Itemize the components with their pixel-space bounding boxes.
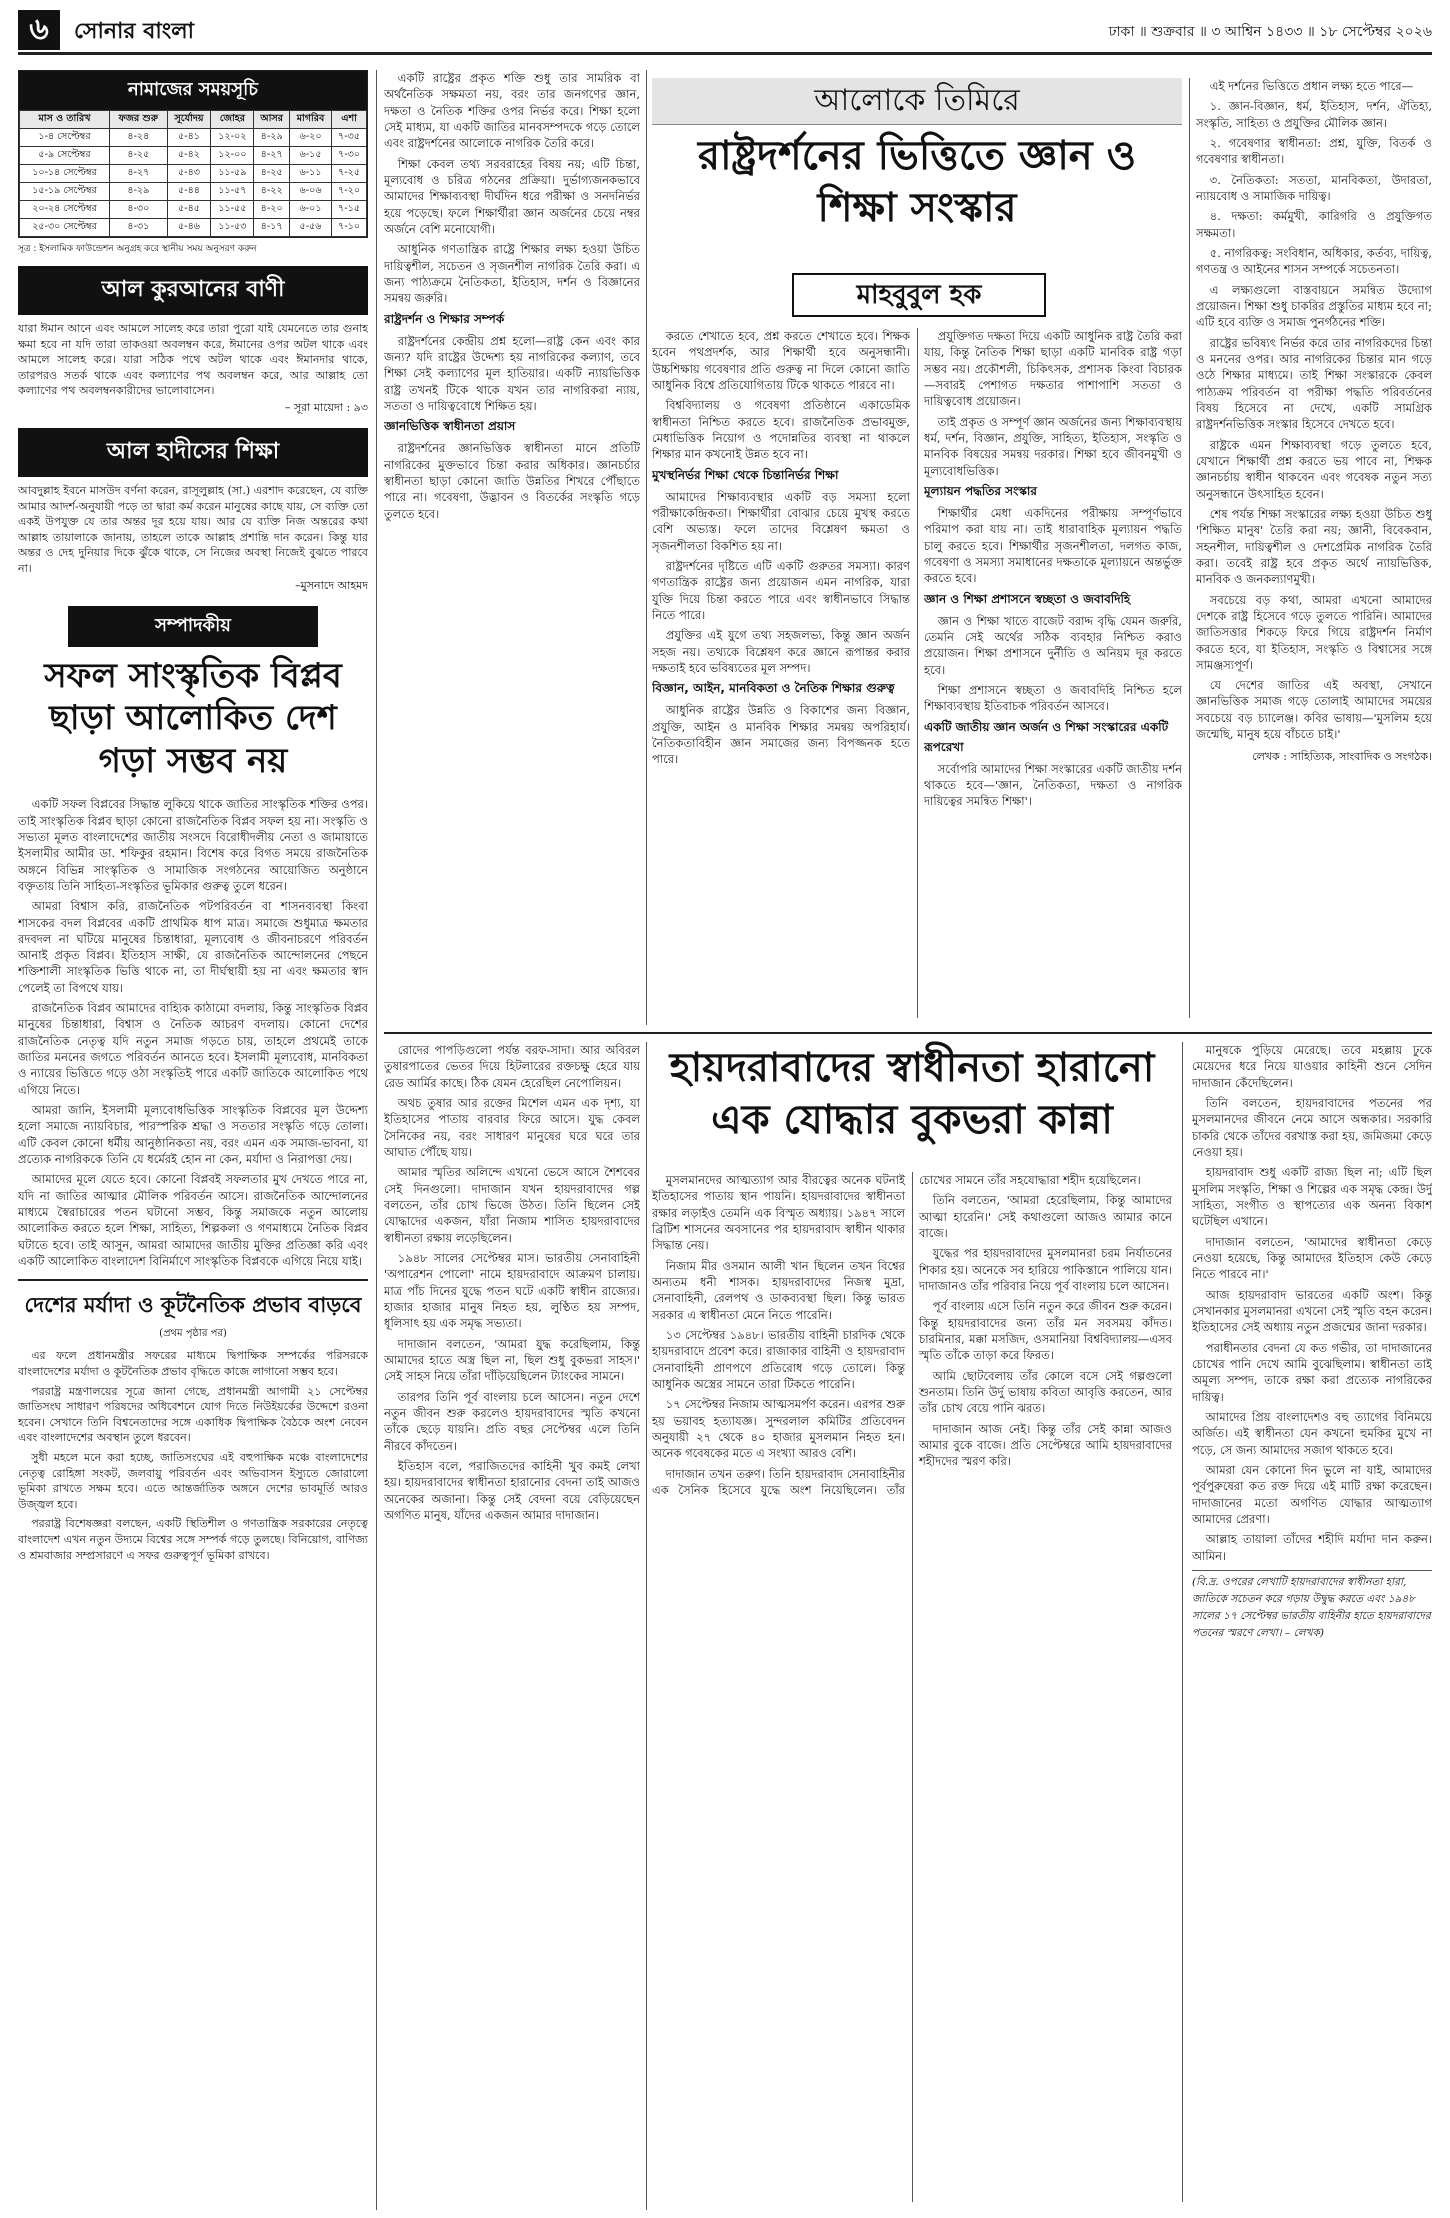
prayer-header-cell: মাগরিব — [290, 111, 332, 129]
feature1-paragraph: রাষ্ট্রের ভবিষ্যৎ নির্ভর করে তার নাগরিকদের চিন্তা ও মননের ওপর। আর নাগরিকের চিন্তার মান গড়ে ওঠে শিক্ষার মাধ্যমে। তাই শিক্ষা সংস্কারকে কেবল পাঠ্যক্রম পরিবর্তন বা পরীক্ষা পদ্ধতি পরিবর্তনের বিষয় হিসেবে না দেখে, একটি সামগ্রিক রাষ্ট্রদর্শনভিত্তিক সংস্কার হিসেবে দেখতে হবে। — [1196, 335, 1432, 432]
prayer-cell: ৪-২৭ — [254, 147, 290, 165]
feature1-paragraph: আমাদের শিক্ষাব্যবস্থার একটি বড় সমস্যা হলো পরীক্ষাকেন্দ্রিকতা। শিক্ষার্থীরা বোঝার চেয়ে মুখস্থ করতে বেশি অভ্যস্ত। ফলে তাদের বিশ্লেষণ ক্ষমতা ও সৃজনশীলতা বিকশিত হয় না। — [652, 489, 910, 553]
editorial-label: সম্পাদকীয় — [68, 606, 318, 647]
upper-middle-paragraph: রাষ্ট্রদর্শনের জ্ঞানভিত্তিক স্বাধীনতা মানে প্রতিটি নাগরিকের মুক্তভাবে চিন্তা করার অধিকার। জ্ঞানচর্চার স্বাধীনতা ছাড়া কোনো জাতি উন্নতির শিখরে পৌঁছাতে পারে না। গবেষণা, উদ্ভাবন ও বিতর্কের সংস্কৃতি গড়ে তুলতে হবে। — [384, 441, 640, 521]
lower-middle-paragraph: ১৯৪৮ সালের সেপ্টেম্বর মাস। ভারতীয় সেনাবাহিনী 'অপারেশন পোলো' নামে হায়দরাবাদে আক্রমণ চালায়। মাত্র পাঁচ দিনের যুদ্ধে পতন ঘটে একটি স্বাধীন রাজ্যের। হাজার হাজার মানুষ নিহত হয়, লুণ্ঠিত হয় সম্পদ, ধূলিসাৎ হয় এক সমৃদ্ধ সভ্যতা। — [384, 1250, 640, 1331]
prayer-row — [20, 165, 367, 183]
quran-ref: – সূরা মায়েদা : ৯৩ — [284, 401, 368, 415]
feature2-paragraph: দাদাজান আজ নেই। কিন্তু তাঁর সেই কান্না আজও আমার বুকে বাজে। প্রতি সেপ্টেম্বরে আমি হায়দরাবাদের শহীদদের স্মরণ করি। — [919, 1421, 1172, 1469]
feature2-paragraph: মুসলমানদের আত্মত্যাগ আর বীরত্বের অনেক ঘটনাই ইতিহাসের পাতায় স্থান পায়নি। হায়দরাবাদের স্বাধীনতা রক্ষার লড়াইও তেমনি এক বিস্মৃত অধ্যায়। ১৯৪৭ সালে ব্রিটিশ শাসনের অবসানের পর হায়দরাবাদ স্বাধীন থাকার সিদ্ধান্ত নেয়। — [652, 1173, 905, 1253]
prayer-cell: ৪-২০ — [254, 201, 290, 219]
feature2-paragraph: পূর্ব বাংলায় এসে তিনি নতুন করে জীবন শুরু করেন। কিন্তু হায়দরাবাদের জন্য তাঁর মন সবসময় কাঁদত। চারমিনার, মক্কা মসজিদ, ওসমানিয়া বিশ্ববিদ্যালয়—এসব স্মৃতি তাঁকে তাড়া করে ফিরত। — [919, 1299, 1172, 1363]
masthead — [18, 10, 1432, 54]
editorial-paragraph: আমরা বিশ্বাস করি, রাজনৈতিক পটপরিবর্তন বা শাসনব্যবস্থা কিংবা শাসকের বদল বিপ্লবের একটি প্রাথমিক ধাপ মাত্র। সমাজে শুধুমাত্র ক্ষমতার রদবদল না ঘটিয়ে মানুষের চিন্তাধারা, মূল্যবোধ ও জীবনাচরণে পরিবর্তন আনাই প্রকৃত বিপ্লব। ইতিহাস সাক্ষী, যে রাজনৈতিক আন্দোলনের পেছনে শক্তিশালী সাংস্কৃতিক ভিত্তি থাকে না, তা দীর্ঘস্থায়ী হয় না এবং ক্ষমতার স্বাদ পেলেই তা বিপথে যায়। — [18, 899, 368, 995]
prayer-cell: ৪-২৯ — [110, 183, 168, 201]
column-divider — [917, 328, 918, 1018]
prayer-cell: ৫-৪৩ — [167, 165, 211, 183]
upper-middle-body — [384, 70, 640, 522]
feature1-paragraph: ৩. নৈতিকতা: সততা, মানবিকতা, উদারতা, ন্যায়বোধ ও সামাজিক দায়িত্ব। — [1196, 172, 1432, 203]
feature1-headline: রাষ্ট্রদর্শনের ভিত্তিতে জ্ঞান ও শিক্ষা সংস্কার — [697, 133, 1137, 231]
column-divider — [376, 70, 377, 2210]
prayer-cell: ৪-২৭ — [110, 165, 168, 183]
feature1-author-note: লেখক : সাহিত্যিক, সাংবাদিক ও সংগঠক। — [1252, 750, 1432, 764]
upper-middle-paragraph: আধুনিক গণতান্ত্রিক রাষ্ট্রে শিক্ষার লক্ষ্য হওয়া উচিত দায়িত্বশীল, সচেতন ও সৃজনশীল নাগরিক তৈরি করা। এ জন্য পাঠ্যক্রমে নৈতিকতা, ইতিহাস, দর্শন ও বিজ্ঞানের সমন্বয় জরুরি। — [384, 242, 640, 306]
feature1-paragraph: ৪. দক্ষতা: কর্মমুখী, কারিগরি ও প্রযুক্তিগত সক্ষমতা। — [1196, 209, 1432, 240]
prayer-cell: ৬-১৫ — [290, 147, 332, 165]
feature1-paragraph: শিক্ষা প্রশাসনে স্বচ্ছতা ও জবাবদিহি নিশ্চিত হলে শিক্ষাব্যবস্থায় ইতিবাচক পরিবর্তন আসবে। — [924, 682, 1182, 714]
prayer-cell: ১১-৫৭ — [211, 183, 254, 201]
feature2-paragraph: আমি ছোটবেলায় তাঁর কোলে বসে সেই গল্পগুলো শুনতাম। তিনি উর্দু ভাষায় কবিতা আবৃত্তি করতেন, আর তাঁর চোখ বেয়ে পানি ঝরত। — [919, 1368, 1172, 1416]
prayer-header-cell: সূর্যোদয় — [167, 111, 211, 129]
prayer-cell: ৪-২৯ — [254, 129, 290, 147]
upper-middle-paragraph: শিক্ষা কেবল তথ্য সরবরাহের বিষয় নয়; এটি চিন্তা, মূল্যবোধ ও চরিত্র গঠনের প্রক্রিয়া। দুর্ভাগ্যজনকভাবে আমাদের শিক্ষাব্যবস্থা দীর্ঘদিন ধরে পরীক্ষা ও সনদনির্ভর হয়ে পড়েছে। ফলে শিক্ষার্থীরা জ্ঞান অর্জনের চেয়ে নম্বর অর্জনে বেশি মনোযোগী। — [384, 156, 640, 236]
prayer-cell: ৫-৪২ — [167, 147, 211, 165]
feature1-paragraph: ১. জ্ঞান-বিজ্ঞান, ধর্ম, ইতিহাস, দর্শন, ঐতিহ্য, সংস্কৃতি, সাহিত্য ও প্রযুক্তির মৌলিক জ্ঞান। — [1196, 99, 1432, 130]
feature2 — [652, 1042, 1432, 2210]
lower-middle-paragraph: রোদের পাপড়িগুলো পর্যন্ত বরফ-সাদা। আর অবিরল তুষারপাতের ভেতর দিয়ে হিটলারের রক্তচক্ষু হেরে যায় রেড আর্মির কাছে। ঠিক যেমন হেরেছিল নেপোলিয়ন। — [384, 1043, 640, 1090]
feature2-paragraph: মানুষকে পুড়িয়ে মেরেছে। তবে মহল্লায় ঢুকে মেয়েদের ধরে নিয়ে যাওয়ার কাহিনী শুনে সেদিন দাদাজান কেঁদেছিলেন। — [1192, 1043, 1432, 1090]
prayer-cell: ৬-০৬ — [290, 183, 332, 201]
feature1-col1 — [652, 328, 910, 1018]
feature2-paragraph: তিনি বলতেন, হায়দরাবাদের পতনের পর মুসলমানদের জীবনে নেমে আসে অন্ধকার। সরকারি চাকরি থেকে তাঁদের বরখাস্ত করা হয়, জমিজমা কেড়ে নেওয়া হয়। — [1192, 1095, 1432, 1159]
subheading: জ্ঞানভিত্তিক স্বাধীনতা প্রয়াস — [384, 419, 516, 434]
column-divider — [646, 70, 647, 1025]
prayer-cell: ৪-২৫ — [110, 147, 168, 165]
feature1 — [652, 78, 1432, 1028]
feature1-paragraph: সবচেয়ে বড় কথা, আমরা এখনো আমাদের দেশকে রাষ্ট্র হিসেবে গড়ে তুলতে পারিনি। আমাদের জাতিসত্তার শিকড়ে ফিরে গিয়ে রাষ্ট্রদর্শন নির্মাণ করতে হবে, যা ইতিহাস, সংস্কৃতি ও বিশ্বাসের সঙ্গে সামঞ্জস্যপূর্ণ। — [1196, 592, 1432, 672]
feature1-paragraph: জ্ঞান ও শিক্ষা খাতে বাজেট বরাদ্দ বৃদ্ধি যেমন জরুরি, তেমনি সেই অর্থের সঠিক ব্যবহার নিশ্চিত করাও প্রয়োজন। শিক্ষা প্রশাসনে দুর্নীতি ও অনিয়ম দূর করতে হবে। — [924, 613, 1182, 677]
feature2-paragraph: ১৩ সেপ্টেম্বর ১৯৪৮। ভারতীয় বাহিনী চারদিক থেকে হায়দরাবাদে প্রবেশ করে। রাজাকার বাহিনী ও হায়দরাবাদ সেনাবাহিনী প্রাণপণে প্রতিরোধ গড়ে তোলে। কিন্তু আধুনিক অস্ত্রের সামনে তারা টিকতে পারেনি। — [652, 1327, 905, 1391]
lower-middle-column — [384, 1042, 640, 2210]
diplomacy-paragraph: সুধী মহলে মনে করা হচ্ছে, জাতিসংঘের এই বহুপাক্ষিক মঞ্চে বাংলাদেশের নেতৃত্ব রোহিঙ্গা সংকট, জলবায়ু পরিবর্তন এবং অভিবাসন ইস্যুতে জোরালো ভূমিকা রাখতে সক্ষম হবে। এতে আন্তর্জাতিক অঙ্গনে দেশের ভাবমূর্তি আরও উজ্জ্বল হবে। — [18, 1451, 368, 1511]
prayer-cell: ৫-৪৬ — [167, 219, 211, 237]
prayer-row — [20, 129, 367, 147]
diplomacy-headline: দেশের মর্যাদা ও কূটনৈতিক প্রভাব বাড়বে — [24, 1293, 362, 1318]
prayer-cell: ১-৪ সেপ্টেম্বর — [20, 129, 110, 147]
prayer-cell: ১২-০২ — [211, 129, 254, 147]
masthead-rule — [18, 52, 1432, 55]
feature1-byline: মাহবুবুল হক — [792, 273, 1046, 317]
lower-middle-paragraph: অথচ তুষার আর রক্তের মিশেল এমন এক দৃশ্য, যা ইতিহাসের পাতায় বারবার ফিরে আসে। যুদ্ধ কেবল সৈনিকের নয়, বরং সাধারণ মানুষের ঘরে ঘরে তার আঘাত পৌঁছে যায়। — [384, 1095, 640, 1159]
prayer-header-cell: আসর — [254, 111, 290, 129]
prayer-cell: ৫-৯ সেপ্টেম্বর — [20, 147, 110, 165]
lower-middle-body — [384, 1042, 640, 1523]
feature2-col2 — [1192, 1042, 1432, 2202]
prayer-source: সূত্র : ইসলামিক ফাউন্ডেশন অনুগ্রহ করে স্থানীয় সময় অনুসরণ করুন — [18, 244, 257, 254]
prayer-cell: ১১-৫৩ — [211, 219, 254, 237]
feature1-paragraph: শিক্ষার্থীর মেধা একদিনের পরীক্ষায় সম্পূর্ণভাবে পরিমাপ করা যায় না। তাই ধারাবাহিক মূল্যায়ন পদ্ধতি চালু করতে হবে। শিক্ষার্থীর সৃজনশীলতা, দলগত কাজ, গবেষণা ও সমস্যা সমাধানের দক্ষতাকে মূল্যায়নে অন্তর্ভুক্ত করতে হবে। — [924, 505, 1182, 586]
diplomacy-paragraph: পররাষ্ট্র মন্ত্রণালয়ের সূত্রে জানা গেছে, প্রধানমন্ত্রী আগামী ২১ সেপ্টেম্বর জাতিসংঘ সাধারণ পরিষদের অধিবেশনে যোগ দিতে নিউইয়র্কের উদ্দেশে রওনা হবেন। সেখানে তিনি বিশ্বনেতাদের সঙ্গে একাধিক দ্বিপাক্ষিক বৈঠকে অংশ নেবেন এবং বাংলাদেশের অবস্থান তুলে ধরবেন। — [18, 1384, 368, 1445]
prayer-title: নামাজের সময়সূচি — [19, 71, 367, 110]
feature1-paragraph: আধুনিক রাষ্ট্রের উন্নতি ও বিকাশের জন্য বিজ্ঞান, প্রযুক্তি, আইন ও মানবিক শিক্ষার সমন্বয় অপরিহার্য। নৈতিকতাবিহীন জ্ঞান সমাজের জন্য বিপজ্জনক হতে পারে। — [652, 703, 910, 767]
prayer-cell: ৪-৩০ — [110, 201, 168, 219]
lower-middle-paragraph: আমার স্মৃতির অলিন্দে এখনো ভেসে আসে শৈশবের সেই দিনগুলো। দাদাজান যখন হায়দরাবাদের গল্প বলতেন, তাঁর চোখ ভিজে উঠত। তিনি ছিলেন সেই যোদ্ধাদের একজন, যাঁরা নিজাম শাসিত হায়দরাবাদের স্বাধীনতা রক্ষায় লড়েছিলেন। — [384, 1165, 640, 1245]
prayer-cell: ৫-৪৪ — [167, 183, 211, 201]
prayer-row — [20, 219, 367, 237]
feature2-paragraph: দাদাজান বলতেন, 'আমাদের স্বাধীনতা কেড়ে নেওয়া হয়েছে, কিন্তু আমাদের ইতিহাস কেউ কেড়ে নিতে পারবে না।' — [1192, 1234, 1432, 1282]
prayer-cell: ৬-০১ — [290, 201, 332, 219]
prayer-cell: ৭-২০ — [332, 183, 367, 201]
diplomacy-paragraph: এর ফলে প্রধানমন্ত্রীর সফরের মাধ্যমে দ্বিপাক্ষিক সম্পর্কের পরিসরকে বাংলাদেশের মর্যাদা ও কূটনৈতিক প্রভাব বৃদ্ধিতে কাজে লাগানো সম্ভব হবে। — [18, 1349, 368, 1378]
column-divider — [1189, 78, 1190, 1018]
editorial-paragraph: আমাদের মূলে যেতে হবে। কোনো বিপ্লবই সফলতার মুখ দেখতে পারে না, যদি না জাতির আত্মার মৌলিক পরিবর্তন আসে। রাজনৈতিক আন্দোলনের মাধ্যমে স্বৈরাচারের পতন ঘটানো সম্ভব, কিন্তু সমাজকে নতুন আলোয় আলোকিত করতে হলে শিক্ষা, সাহিত্য, শিল্পকলা ও গণমাধ্যমে নৈতিক বিপ্লব ঘটাতে হবে। তাই আসুন, আমরা আমাদের জাতীয় মুক্তির প্রতিজ্ঞা করি এবং একটি আলোকিত বাংলাদেশ বিনির্মাণে সাংস্কৃতিক বিপ্লবকে এগিয়ে নিয়ে যাই। — [18, 1172, 368, 1269]
feature1-paragraph: বিশ্ববিদ্যালয় ও গবেষণা প্রতিষ্ঠানে একাডেমিক স্বাধীনতা নিশ্চিত করতে হবে। রাজনৈতিক প্রভাবমুক্ত, মেধাভিত্তিক নিয়োগ ও পদোন্নতির ব্যবস্থা না থাকলে শিক্ষার মান কখনোই উন্নত হবে না। — [652, 398, 910, 462]
feature1-paragraph: ২. গবেষণার স্বাধীনতা: প্রশ্ন, যুক্তি, বিতর্ক ও গবেষণার স্বাধীনতা। — [1196, 135, 1432, 167]
prayer-cell: ৪-১৭ — [254, 219, 290, 237]
prayer-cell: ৪-২৫ — [254, 165, 290, 183]
left-column — [18, 70, 368, 2210]
prayer-cell: ৫-৪১ — [167, 129, 211, 147]
prayer-cell: ২০-২৪ সেপ্টেম্বর — [20, 201, 110, 219]
prayer-cell: ৭-১০ — [332, 219, 367, 237]
prayer-header-row — [20, 111, 367, 129]
hadith-ref: –মুসনাদে আহমদ — [295, 578, 368, 592]
subheading: রাষ্ট্রদর্শন ও শিক্ষার সম্পর্ক — [384, 311, 505, 326]
prayer-cell: ৭-২৫ — [332, 165, 367, 183]
feature1-paragraph: সর্বোপরি আমাদের শিক্ষা সংস্কারের একটি জাতীয় দর্শন থাকতে হবে—'জ্ঞান, নৈতিকতা, দক্ষতা ও নাগরিক দায়িত্বের সমন্বিত শিক্ষা'। — [924, 761, 1182, 809]
upper-middle-column — [384, 70, 640, 1025]
prayer-cell: ৪-৩১ — [110, 219, 168, 237]
editorial-paragraph: রাজনৈতিক বিপ্লব আমাদের বাহ্যিক কাঠামো বদলায়, কিন্তু সাংস্কৃতিক বিপ্লব মানুষের চিন্তাধারা, বিশ্বাস ও নৈতিক আচরণ বদলায়। কোনো দেশের রাজনৈতিক নেতৃত্ব যদি নতুন সমাজ গড়তে চায়, তাহলে প্রথমেই তাকে জাতির মননের জগতে পরিবর্তন আনতে হবে। ইসলামী মূল্যবোধ, মানবিকতা ও ন্যায়ের ভিত্তিতে গড়ে ওঠা সংস্কৃতিই পারে একটি জাতিকে আলোকিত পথে এগিয়ে নিতে। — [18, 1001, 368, 1097]
dateline: ঢাকা ॥ শুক্রবার ॥ ৩ আশ্বিন ১৪৩৩ ॥ ১৮ সেপ্টেম্বর ২০২৬ — [1108, 24, 1432, 40]
prayer-row — [20, 183, 367, 201]
feature1-kicker: আলোকে তিমিরে — [814, 83, 1020, 118]
column-divider — [1182, 1042, 1183, 2202]
subheading: বিজ্ঞান, আইন, মানবিকতা ও নৈতিক শিক্ষার গুরুত্ব — [652, 681, 895, 696]
quran-title: আল কুরআনের বাণী — [18, 266, 368, 315]
editorial-paragraph: আমরা জানি, ইসলামী মূল্যবোধভিত্তিক সাংস্কৃতিক বিপ্লবের মূল উদ্দেশ্য হলো সমাজে ন্যায়বিচার, পারস্পরিক শ্রদ্ধা ও সততার সংস্কৃতি গড়ে তোলা। এটি কেবল কোনো ধর্মীয় আনুষ্ঠানিকতা নয়, বরং এমন এক সমাজ-ভাবনা, যা প্রত্যেক নাগরিককে তিনি যে ধর্মেরই হোন না কেন, মর্যাদা ও নিরাপত্তা দেয়। — [18, 1103, 368, 1167]
editorial-headline: সফল সাংস্কৃতিক বিপ্লব ছাড়া আলোকিত দেশ গড়া সম্ভব নয় — [44, 655, 342, 781]
feature1-paragraph: প্রযুক্তিগত দক্ষতা দিয়ে একটি আধুনিক রাষ্ট্র তৈরি করা যায়, কিন্তু নৈতিক শিক্ষা ছাড়া একটি মানবিক রাষ্ট্র গড়া সম্ভব নয়। প্রকৌশলী, চিকিৎসক, প্রশাসক কিংবা বিচারক—সবারই পেশাগত দক্ষতার পাশাপাশি সততা ও দায়িত্ববোধ প্রয়োজন। — [924, 329, 1182, 409]
column-divider — [646, 1042, 647, 2210]
feature1-paragraph: রাষ্ট্রদর্শনের দৃষ্টিতে এটি একটি গুরুতর সমস্যা। কারণ গণতান্ত্রিক রাষ্ট্রের জন্য প্রয়োজন এমন নাগরিক, যারা যুক্তি দিয়ে চিন্তা করতে পারে এবং স্বাধীনভাবে সিদ্ধান্ত নিতে পারে। — [652, 558, 910, 622]
prayer-header-cell: ফজর শুরু — [110, 111, 168, 129]
feature1-paragraph: শেষ পর্যন্ত শিক্ষা সংস্কারের লক্ষ্য হওয়া উচিত শুধু 'শিক্ষিত মানুষ' তৈরি করা নয়; জ্ঞানী, বিবেকবান, সহনশীল, দায়িত্বশীল ও দেশপ্রেমিক নাগরিক তৈরি করা। তবেই রাষ্ট্র হবে প্রকৃত অর্থে ন্যায়ভিত্তিক, মানবিক ও জনকল্যাণমুখী। — [1196, 506, 1432, 587]
prayer-cell: ১৫-১৯ সেপ্টেম্বর — [20, 183, 110, 201]
prayer-cell: ৭-৩৫ — [332, 129, 367, 147]
feature1-paragraph: করতে শেখাতে হবে, প্রশ্ন করতে শেখাতে হবে। শিক্ষক হবেন পথপ্রদর্শক, আর শিক্ষার্থী হবে অনুসন্ধানী। উচ্চশিক্ষায় গবেষণার প্রতি গুরুত্ব না দিলে কোনো জাতি আধুনিক বিশ্বে প্রতিযোগিতায় টিকে থাকতে পারবে না। — [652, 329, 910, 392]
feature2-paragraph: নিজাম মীর ওসমান আলী খান ছিলেন তখন বিশ্বের অন্যতম ধনী শাসক। হায়দরাবাদের নিজস্ব মুদ্রা, সেনাবাহিনী, রেলপথ ও ডাকব্যবস্থা ছিল। কিন্তু ভারত সরকার এ স্বাধীনতা মেনে নিতে পারেনি। — [652, 1258, 905, 1322]
prayer-cell: ৪-২৪ — [110, 129, 168, 147]
subheading: জ্ঞান ও শিক্ষা প্রশাসনে স্বচ্ছতা ও জবাবদিহি — [924, 591, 1131, 606]
feature2-paragraph: হায়দরাবাদ শুধু একটি রাজ্য ছিল না; এটি ছিল মুসলিম সংস্কৃতি, শিক্ষা ও শিল্পের এক সমৃদ্ধ কেন্দ্র। উর্দু সাহিত্য, সংগীত ও স্থাপত্যের এক অনন্য বিকাশ ঘটেছিল এখানে। — [1192, 1165, 1432, 1229]
diplomacy-paragraph: পররাষ্ট্র বিশেষজ্ঞরা বলছেন, একটি স্থিতিশীল ও গণতান্ত্রিক সরকারের নেতৃত্বে বাংলাদেশ এখন নতুন উদ্যমে বিশ্বের সঙ্গে সম্পর্ক গড়ে তুলছে। বিনিয়োগ, বাণিজ্য ও শ্রমবাজার সম্প্রসারণে এ সফর গুরুত্বপূর্ণ ভূমিকা রাখবে। — [18, 1517, 368, 1562]
lower-middle-paragraph: ইতিহাস বলে, পরাজিতদের কাহিনী খুব কমই লেখা হয়। হায়দরাবাদের স্বাধীনতা হারানোর বেদনা তাই আজও অনেকের অজানা। কিন্তু সেই বেদনা বয়ে বেড়িয়েছেন অগণিত মানুষ, যাঁদের একজন আমার দাদাজান। — [384, 1458, 640, 1522]
prayer-row — [20, 201, 367, 219]
quran-text: যারা ঈমান আনে এবং আমলে সালেহ করে তারা পুরো যাই যেমনেতে তার গুনাহ ক্ষমা হবে না যদি তারা তাকওয়া অবলম্বন করে, ঈমানের ওপর অটল থাকে এবং আমলে সালেহ করে। যারা সঠিক পথে অটল থাকে এবং ঈমানদার থাকে, তারপরও সতর্ক থাকে এবং কল্যাণের পথ অবলম্বন করে, আর আল্লাহ তো কল্যাণের পথ অবলম্বনকারীদের ভালোবাসেন। — [18, 322, 368, 398]
editorial-paragraph: একটি সফল বিপ্লবের সিদ্ধান্ত লুকিয়ে থাকে জাতির সাংস্কৃতিক শক্তির ওপর। তাই সাংস্কৃতিক বিপ্লব ছাড়া কোনো রাজনৈতিক বিপ্লব সফল হয় না। সংস্কৃতি ও সভ্যতা মূলত বাংলাদেশের জাতীয় সংসদে বিরোধীদলীয় নেতা ও জামায়াতে ইসলামীর আমীর ডা. শফিকুর রহমান। বিশেষ করে বিগত সময়ে রাজনৈতিক অঙ্গনে বিভিন্ন সাংস্কৃতিক ও সামাজিক সংগঠনের আয়োজিত অনুষ্ঠানে বক্তৃতায় তিনি সাহিত্য-সংস্কৃতির ভূমিকার গুরুত্ব তুলে ধরেন। — [18, 797, 368, 893]
prayer-header-cell: জোহর — [211, 111, 254, 129]
prayer-header-cell: মাস ও তারিখ — [20, 111, 110, 129]
feature2-paragraph: দাদাজান তখন তরুণ। তিনি হায়দরাবাদ সেনাবাহিনীর এক সৈনিক হিসেবে যুদ্ধে অংশ নিয়েছিলেন। তাঁর চোখের সামনে তাঁর সহযোদ্ধারা শহীদ হয়েছিলেন। — [652, 1173, 1141, 1497]
upper-middle-paragraph: একটি রাষ্ট্রের প্রকৃত শক্তি শুধু তার সামরিক বা অর্থনৈতিক সক্ষমতা নয়, বরং তার জনগণের জ্ঞান, দক্ষতা ও নৈতিক শক্তির ওপর নির্ভর করে। শিক্ষা হলো সেই মাধ্যম, যা একটি জাতির মানবসম্পদকে গড়ে তোলে এবং রাষ্ট্রদর্শনের আলোকে নাগরিক তৈরি করে। — [384, 71, 640, 151]
page-number: ৬ — [18, 10, 60, 50]
prayer-table-body — [20, 129, 367, 237]
prayer-cell: ৬-১১ — [290, 165, 332, 183]
feature1-kicker-box — [652, 78, 1182, 125]
prayer-cell: ১২-০০ — [211, 147, 254, 165]
feature2-paragraph: যুদ্ধের পর হায়দরাবাদের মুসলমানরা চরম নির্যাতনের শিকার হয়। অনেকে সব হারিয়ে পাকিস্তানে পালিয়ে যান। দাদাজানও তাঁর পরিবার নিয়ে পূর্ব বাংলায় চলে আসেন। — [919, 1246, 1172, 1293]
feature2-headline: হায়দরাবাদের স্বাধীনতা হারানো এক যোদ্ধার বুকভরা কান্না — [669, 1045, 1155, 1143]
subheading: মূল্যায়ন পদ্ধতির সংস্কার — [924, 483, 1037, 498]
lower-middle-paragraph: তারপর তিনি পূর্ব বাংলায় চলে আসেন। নতুন দেশে নতুন জীবন শুরু করলেও হায়দরাবাদের স্মৃতি কখনো তাঁকে ছেড়ে যায়নি। প্রতি বছর সেপ্টেম্বর এলে তিনি নীরবে কাঁদতেন। — [384, 1389, 640, 1453]
subheading: একটি জাতীয় জ্ঞান অর্জন ও শিক্ষা সংস্কারের একটি রূপরেখা — [924, 719, 1169, 754]
prayer-table — [19, 110, 367, 237]
prayer-box — [18, 70, 368, 238]
editorial-body — [18, 796, 368, 1269]
feature1-paragraph: রাষ্ট্রকে এমন শিক্ষাব্যবস্থা গড়ে তুলতে হবে, যেখানে শিক্ষার্থী প্রশ্ন করতে ভয় পাবে না, শিক্ষক জ্ঞানচর্চায় স্বাধীন থাকবেন এবং গবেষক নতুন সত্য অনুসন্ধানে উৎসাহিত হবেন। — [1196, 437, 1432, 501]
feature1-paragraph: এই দর্শনের ভিত্তিতে প্রধান লক্ষ্য হতে পারে— — [1209, 79, 1414, 93]
feature1-paragraph: প্রযুক্তির এই যুগে তথ্য সহজলভ্য, কিন্তু জ্ঞান অর্জন সহজ নয়। তথ্যকে বিশ্লেষণ করে জ্ঞানে রূপান্তর করার দক্ষতাই হবে ভবিষ্যতের মূল সম্পদ। — [652, 628, 910, 675]
feature2-paragraph: তিনি বলতেন, 'আমরা হেরেছিলাম, কিন্তু আমাদের আত্মা হারেনি।' সেই কথাগুলো আজও আমার কানে বাজে। — [919, 1193, 1172, 1240]
prayer-cell: ৭-১৫ — [332, 201, 367, 219]
prayer-cell: ২৫-৩০ সেপ্টেম্বর — [20, 219, 110, 237]
hadith-text: আবদুল্লাহ ইবনে মাসউদ বর্ণনা করেন, রাসূলুল্লাহ (সা.) এরশাদ করেছেন, যে ব্যক্তি আমার আদর্শ-অনুযায়ী পড়ে তা দ্বারা কর্ম করেন মানুষের কাছে যায়, সে ব্যক্তি তো একই উপযুক্ত যে তার অন্তর দূর হয়ে যায়। আর যে ব্যক্তি নিজ অন্তরের কথা আল্লাহ তায়ালাকে জানায়, তাহলে তাকে আল্লাহ প্রশান্তি দান করেন। কিন্তু যার অন্তর ও দেহ দুনিয়ার দিকে ঝুঁকে থাকে, সে নিজের অবস্থা নিজেই বুঝতে পারবে না। — [18, 484, 368, 576]
feature2-paragraph: আজ হায়দরাবাদ ভারতের একটি অংশ। কিন্তু সেখানকার মুসলমানরা এখনো সেই স্মৃতি বহন করেন। ইতিহাসের সেই অধ্যায় নতুন প্রজন্মের জানা দরকার। — [1192, 1287, 1432, 1335]
diplomacy-subline: (প্রথম পৃষ্ঠার পর) — [159, 1328, 227, 1340]
feature1-paragraph: ৫. নাগরিকত্ব: সংবিধান, অধিকার, কর্তব্য, দায়িত্ব, গণতন্ত্র ও আইনের শাসন সম্পর্কে সচেতনতা। — [1196, 245, 1432, 277]
hadith-title: আল হাদীসের শিক্ষা — [18, 428, 368, 477]
subheading: মুখস্থনির্ভর শিক্ষা থেকে চিন্তানির্ভর শিক্ষা — [652, 467, 839, 482]
feature2-note: (বি.দ্র. ওপরের লেখাটি হায়দরাবাদের স্বাধীনতা হারা, জাতিকে সচেতন করে গড়ায় উদ্বুদ্ধ করতে এবং ১৯৪৮ সালের ১৭ সেপ্টেম্বর ভারতীয় বাহিনীর হাতে হায়দরাবাদের পতনের স্মরণে লেখা। – লেখক) — [1192, 1570, 1432, 1643]
upper-middle-paragraph: রাষ্ট্রদর্শনের কেন্দ্রীয় প্রশ্ন হলো—রাষ্ট্র কেন এবং কার জন্য? যদি রাষ্ট্রের উদ্দেশ্য হয় নাগরিকের কল্যাণ, তবে শিক্ষা সেই কল্যাণের মূল হাতিয়ার। একটি ন্যায়ভিত্তিক রাষ্ট্র তখনই টিকে থাকে যখন তার নাগরিকরা ন্যায়, সততা ও দায়িত্ববোধে শিক্ষিত হয়। — [384, 333, 640, 413]
paper-name: সোনার বাংলা — [74, 19, 194, 44]
prayer-cell: ৫-৪৫ — [167, 201, 211, 219]
feature2-paragraph: আমাদের প্রিয় বাংলাদেশও বহু ত্যাগের বিনিময়ে অর্জিত। এই স্বাধীনতা যেন কখনো হুমকির মুখে না পড়ে, সে জন্য আমাদের সজাগ থাকতে হবে। — [1192, 1409, 1432, 1457]
prayer-row — [20, 147, 367, 165]
diplomacy-body — [18, 1348, 368, 1563]
prayer-cell: ৫-৫৬ — [290, 219, 332, 237]
feature1-paragraph: তাই প্রকৃত ও সম্পূর্ণ জ্ঞান অর্জনের জন্য শিক্ষাব্যবস্থায় ধর্ম, দর্শন, বিজ্ঞান, প্রযুক্তি, সাহিত্য, ইতিহাস, সংস্কৃতি ও মানবিক বিষয়ের সমন্বয় দরকার। শিক্ষা হবে জীবনমুখী ও মূল্যবোধভিত্তিক। — [924, 414, 1182, 478]
feature2-paragraph: পরাধীনতার বেদনা যে কত গভীর, তা দাদাজানের চোখের পানি দেখে আমি বুঝেছিলাম। স্বাধীনতা তাই অমূল্য সম্পদ, তাকে রক্ষা করা প্রত্যেক নাগরিকের দায়িত্ব। — [1192, 1340, 1432, 1404]
feature1-paragraph: এ লক্ষ্যগুলো বাস্তবায়নে সমন্বিত উদ্যোগ প্রয়োজন। শিক্ষা শুধু চাকরির প্রস্তুতির মাধ্যম হবে না; এটি হবে ব্যক্তি ও সমাজ পুনর্গঠনের শক্তি। — [1196, 282, 1432, 330]
feature1-col2 — [924, 328, 1182, 1018]
feature2-paragraph: আল্লাহ তায়ালা তাঁদের শহীদি মর্যাদা দান করুন। আমিন। — [1192, 1532, 1432, 1563]
section-divider — [384, 1032, 1432, 1034]
prayer-header-cell: এশা — [332, 111, 367, 129]
prayer-cell: ৪-২২ — [254, 183, 290, 201]
prayer-cell: ৭-৩০ — [332, 147, 367, 165]
feature1-col3 — [1196, 78, 1432, 1018]
feature2-paragraph: আমরা যেন কোনো দিন ভুলে না যাই, আমাদের পূর্বপুরুষেরা কত রক্ত দিয়ে এই মাটি রক্ষা করেছেন। দাদাজানের মতো অগণিত যোদ্ধার আত্মত্যাগ আমাদের প্রেরণা। — [1192, 1462, 1432, 1526]
prayer-cell: ১১-৫৫ — [211, 201, 254, 219]
feature1-paragraph: যে দেশের জাতির এই অবস্থা, সেখানে জ্ঞানভিত্তিক সমাজ গড়ে তোলাই আমাদের সময়ের সবচেয়ে বড় চ্যালেঞ্জ। কবির ভাষায়—'মুসলিম হয়ে জন্মেছি, মানুষ হয়ে বাঁচতে চাই।' — [1196, 678, 1432, 742]
lower-middle-paragraph: দাদাজান বলতেন, 'আমরা যুদ্ধ করেছিলাম, কিন্তু আমাদের হাতে অস্ত্র ছিল না, ছিল শুধু বুকভরা সাহস।' সেই সাহস নিয়ে তাঁরা দাঁড়িয়েছিলেন ট্যাংকের সামনে। — [384, 1336, 640, 1384]
prayer-cell: ১১-৫৯ — [211, 165, 254, 183]
prayer-cell: ১০-১৪ সেপ্টেম্বর — [20, 165, 110, 183]
prayer-cell: ৬-২০ — [290, 129, 332, 147]
feature2-paragraph: ১৭ সেপ্টেম্বর নিজাম আত্মসমর্পণ করেন। এরপর শুরু হয় ভয়াবহ হত্যাযজ্ঞ। সুন্দরলাল কমিটির প্রতিবেদন অনুযায়ী ২৭ থেকে ৪০ হাজার মুসলমান নিহত হন। অনেক গবেষকের মতে এ সংখ্যা আরও বেশি। — [652, 1397, 905, 1461]
feature2-col1 — [652, 1172, 1172, 2202]
